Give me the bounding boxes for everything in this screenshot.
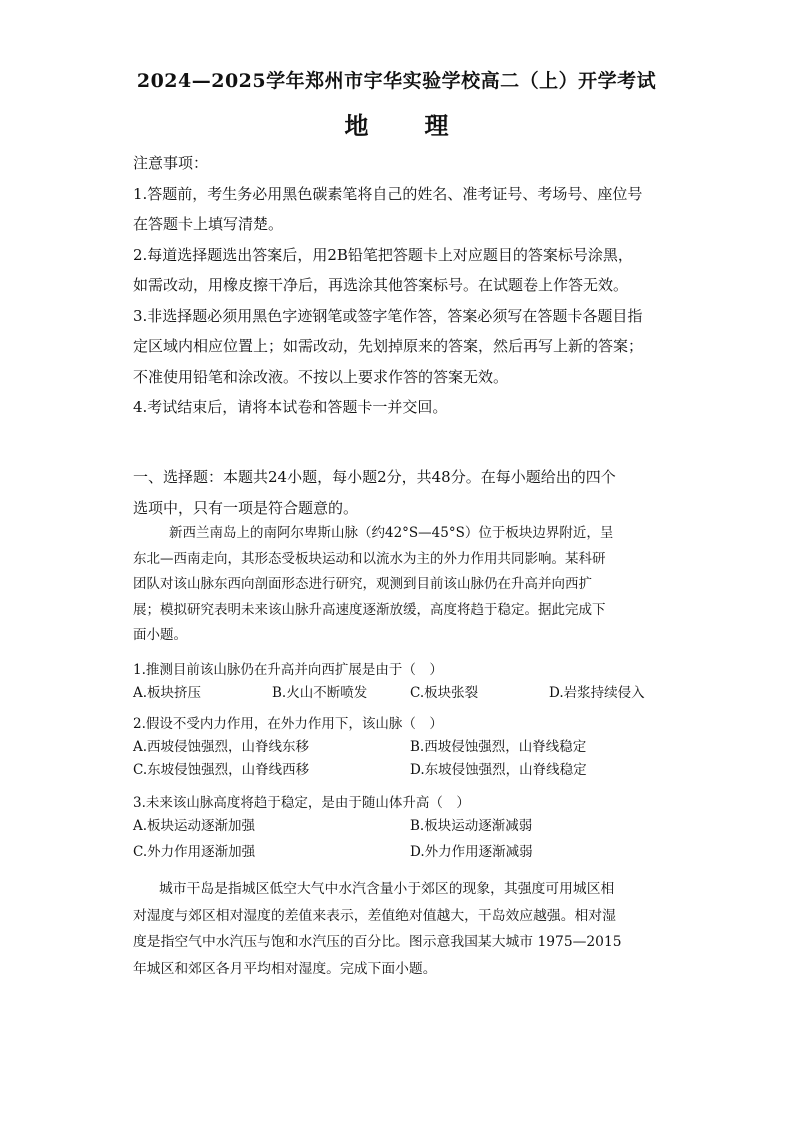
notes-line: 不准使用铅笔和涂改液。不按以上要求作答的答案无效。 — [133, 367, 509, 386]
subject-char: 理 — [424, 111, 449, 140]
question-options — [133, 682, 665, 705]
option-c[interactable]: C.板块张裂 — [410, 685, 479, 701]
question-1 — [133, 659, 665, 705]
notes-line: 1.答题前，考生务必用黑色碳素笔将自己的姓名、准考证号、考场号、座位号 — [133, 184, 643, 203]
passage-line: 城市干岛是指城区低空大气中水汽含量小于郊区的现象，其强度可用城区相 — [159, 881, 615, 897]
option-a[interactable]: A.板块挤压 — [133, 685, 202, 701]
notes-section — [133, 148, 665, 423]
question-3 — [133, 792, 665, 864]
notes-line: 定区域内相应位置上；如需改动，先划掉原来的答案，然后再写上新的答案； — [133, 337, 644, 355]
passage-line: 度是指空气中水汽压与饱和水汽压的百分比。图示意我国某大城市 1975—2015 — [133, 934, 622, 950]
passage-2 — [133, 876, 663, 982]
passage-line: 面小题。 — [133, 627, 187, 643]
question-stem: 1.推测目前该山脉仍在升高并向西扩展是由于（ ） — [133, 662, 443, 678]
question-options — [133, 759, 665, 782]
option-a[interactable]: A.板块运动逐渐加强 — [133, 818, 256, 834]
option-b[interactable]: B.西坡侵蚀强烈，山脊线稳定 — [410, 739, 587, 755]
passage-line: 年城区和郊区各月平均相对湿度。完成下面小题。 — [133, 960, 437, 977]
question-options — [133, 736, 665, 759]
exam-title: 2024—2025学年郑州市宇华实验学校高二（上）开学考试 — [136, 70, 657, 92]
passage-line: 展；模拟研究表明未来该山脉升高速度逐渐放缓，高度将趋于稳定。据此完成下 — [133, 601, 606, 618]
question-stem: 2.假设不受内力作用，在外力作用下，该山脉（ ） — [133, 716, 443, 732]
notes-line: 如需改动，用橡皮擦干净后，再选涂其他答案标号。在试题卷上作答无效。 — [133, 276, 629, 294]
passage-line: 团队对该山脉东西向剖面形态进行研究，观测到目前该山脉仍在升高并向西扩 — [133, 576, 592, 592]
passage-line: 新西兰南岛上的南阿尔卑斯山脉（约42°S—45°S）位于板块边界附近，呈 — [169, 525, 614, 541]
option-c[interactable]: C.东坡侵蚀强烈，山脊线西移 — [133, 762, 310, 778]
notes-line: 3.非选择题必须用黑色字迹钢笔或签字笔作答，答案必须写在答题卡各题目指 — [133, 306, 643, 325]
question-2 — [133, 713, 665, 782]
option-d[interactable]: D.东坡侵蚀强烈，山脊线稳定 — [410, 762, 587, 778]
subject-char: 地 — [344, 111, 369, 140]
option-d[interactable]: D.外力作用逐渐减弱 — [410, 844, 533, 860]
notes-line: 2.每道选择题选出答案后，用2B铅笔把答题卡上对应题目的答案标号涂黑， — [133, 245, 633, 264]
passage-line: 对湿度与郊区相对湿度的差值来表示，差值绝对值越大，干岛效应越强。相对湿 — [133, 907, 616, 924]
option-a[interactable]: A.西坡侵蚀强烈，山脊线东移 — [133, 739, 310, 755]
subject-title — [0, 106, 793, 141]
passage-1 — [133, 521, 663, 649]
question-options — [133, 841, 665, 864]
section-heading — [133, 462, 665, 523]
passage-line: 东北—西南走向，其形态受板块运动和以流水为主的外力作用共同影响。某科研 — [133, 550, 606, 567]
notes-line: 在答题卡上填写清楚。 — [133, 215, 284, 233]
option-c[interactable]: C.外力作用逐渐加强 — [133, 844, 256, 860]
option-b[interactable]: B.火山不断喷发 — [272, 685, 368, 701]
notes-heading: 注意事项： — [133, 154, 209, 172]
option-d[interactable]: D.岩浆持续侵入 — [549, 685, 645, 701]
option-b[interactable]: B.板块运动逐渐减弱 — [410, 818, 533, 834]
question-options — [133, 815, 665, 838]
section-line: 一、选择题：本题共24小题，每小题2分，共48分。在每小题给出的四个 — [133, 468, 616, 486]
question-stem: 3.未来该山脉高度将趋于稳定，是由于随山体升高（ ） — [133, 795, 470, 811]
section-line: 选项中，只有一项是符合题意的。 — [133, 498, 359, 517]
notes-line: 4.考试结束后，请将本试卷和答题卡一并交回。 — [133, 398, 448, 416]
